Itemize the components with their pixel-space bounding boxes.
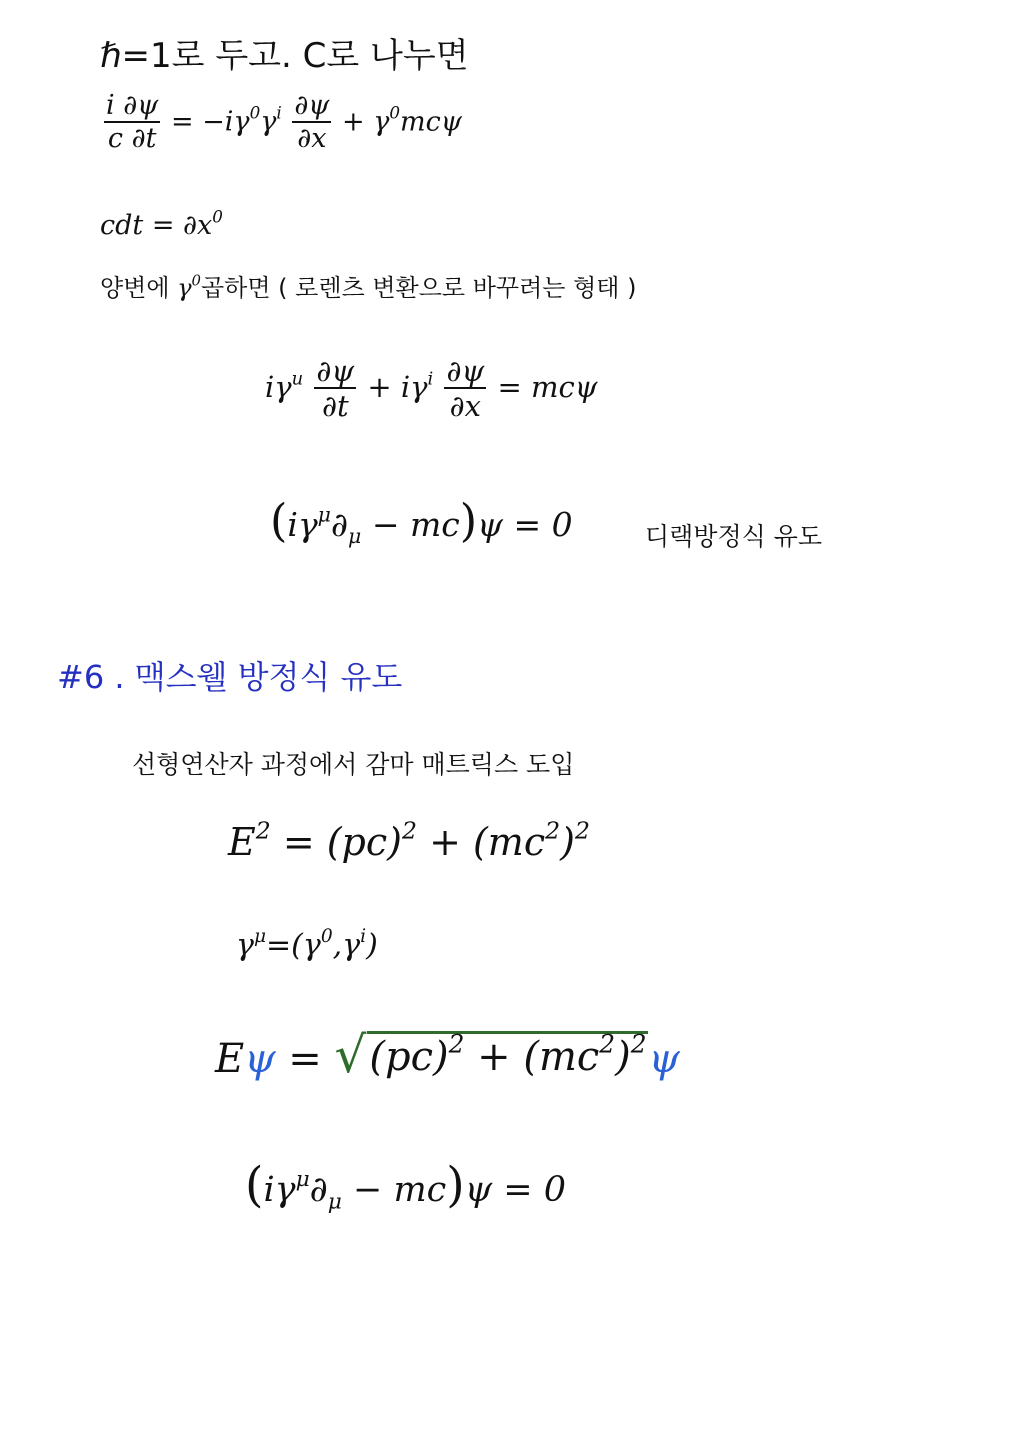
fraction-dpsi-over-dx-2: $\frac{\partial\psi}{\partial x}$ <box>446 354 485 424</box>
section-heading: #6 . 맥스웰 방정식 유도 <box>57 658 403 696</box>
fraction-i-dpsi-over-c-dt: $\frac{i \partial\psi}{c \partial t}$ <box>106 90 159 155</box>
text-line-hbar: ℏ=1로 두고. C로 나누면 <box>100 36 469 76</box>
equation-2: cdt = $\partial x^0$ <box>100 206 223 241</box>
text-line-multiply: 양변에 $\gamma^0$곱하면 ( 로렌츠 변환으로 바꾸려는 형태 ) <box>100 271 637 302</box>
equation-1: $\frac{i \partial\psi}{c \partial t}$ = $-i\gamma^0\gamma^i$ $\frac{\partial\psi}{\partial x}$ + $\gamma^0mc\psi$ <box>106 90 462 155</box>
text-line-gamma-matrix: 선형연산자 과정에서 감마 매트릭스 도입 <box>132 750 575 779</box>
equation-energy: $E^2 = (pc)^2 + (mc^2)^2$ <box>228 816 590 864</box>
fraction-dpsi-over-dx: $\frac{\partial\psi}{\partial x}$ <box>294 90 330 155</box>
sqrt-symbol: √ $(pc)^2 + (mc^2)^2$ <box>334 1026 647 1084</box>
equation-gamma-mu: $\gamma^\mu=(\gamma^0,\gamma^i)$ <box>236 925 378 963</box>
equation-dirac: $(i\gamma^\mu\partial_\mu - mc)\psi = 0$ <box>270 495 573 549</box>
equation-sqrt: Eψ = √ $(pc)^2 + (mc^2)^2$ ψ <box>215 1026 680 1084</box>
fraction-dpsi-over-dt: $\frac{\partial\psi}{\partial t}$ <box>316 354 355 424</box>
equation-3: $i\gamma^u$ $\frac{\partial\psi}{\partial t}$ + $i\gamma^i$ $\frac{\partial\psi}{\partial x}$ = mcψ <box>265 354 598 424</box>
dirac-label: 디랙방정식 유도 <box>645 522 822 551</box>
equation-dirac-2: $(i\gamma^\mu\partial_\mu - mc)\psi = 0$ <box>245 1158 566 1215</box>
